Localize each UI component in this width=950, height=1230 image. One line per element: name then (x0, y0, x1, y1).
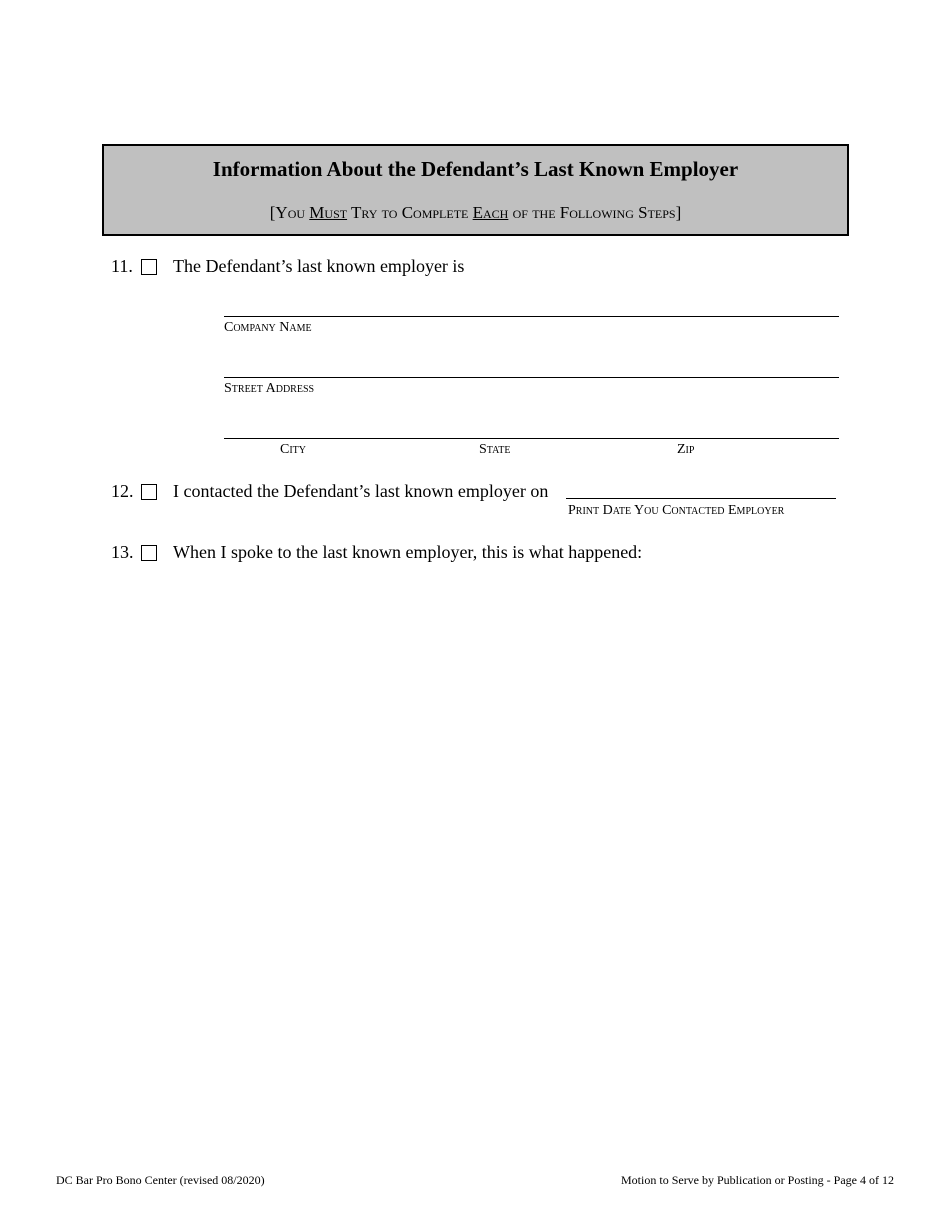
company-name-field[interactable] (224, 316, 839, 317)
city-label: City (280, 442, 306, 457)
section-instructions (104, 203, 847, 223)
item-13-checkbox[interactable] (141, 545, 157, 561)
section-title: Information About the Defendant’s Last Known Employer (212, 157, 739, 181)
footer-right: Motion to Serve by Publication or Posting - Page 4 of 12 (621, 1173, 894, 1187)
item-11-number: 11. (111, 256, 133, 276)
instructions-text-start: [You (269, 203, 310, 222)
city-state-zip-field[interactable] (224, 438, 839, 439)
state-label: State (479, 442, 511, 457)
section-header (102, 144, 849, 236)
instructions-text-middle: Try to Complete (347, 203, 473, 222)
item-12-number: 12. (111, 481, 134, 501)
item-13-text: When I spoke to the last known employer, this is what happened: (173, 542, 643, 562)
street-address-label: Street Address (224, 381, 315, 396)
item-12-checkbox[interactable] (141, 484, 157, 500)
zip-label: Zip (677, 442, 695, 457)
item-11-checkbox[interactable] (141, 259, 157, 275)
footer-left: DC Bar Pro Bono Center (revised 08/2020) (56, 1173, 265, 1187)
contact-date-label: Print Date You Contacted Employer (568, 503, 785, 518)
street-address-field[interactable] (224, 377, 839, 378)
contact-date-field[interactable] (566, 498, 836, 499)
item-13-number: 13. (111, 542, 134, 562)
instructions-must: Must (309, 203, 348, 222)
instructions-each: Each (472, 203, 509, 222)
item-11-text: The Defendant’s last known employer is (173, 256, 465, 276)
item-12-text: I contacted the Defendant’s last known employer on (173, 481, 549, 501)
instructions-text-end: of the Following Steps] (508, 203, 682, 222)
company-name-label: Company Name (224, 320, 312, 335)
